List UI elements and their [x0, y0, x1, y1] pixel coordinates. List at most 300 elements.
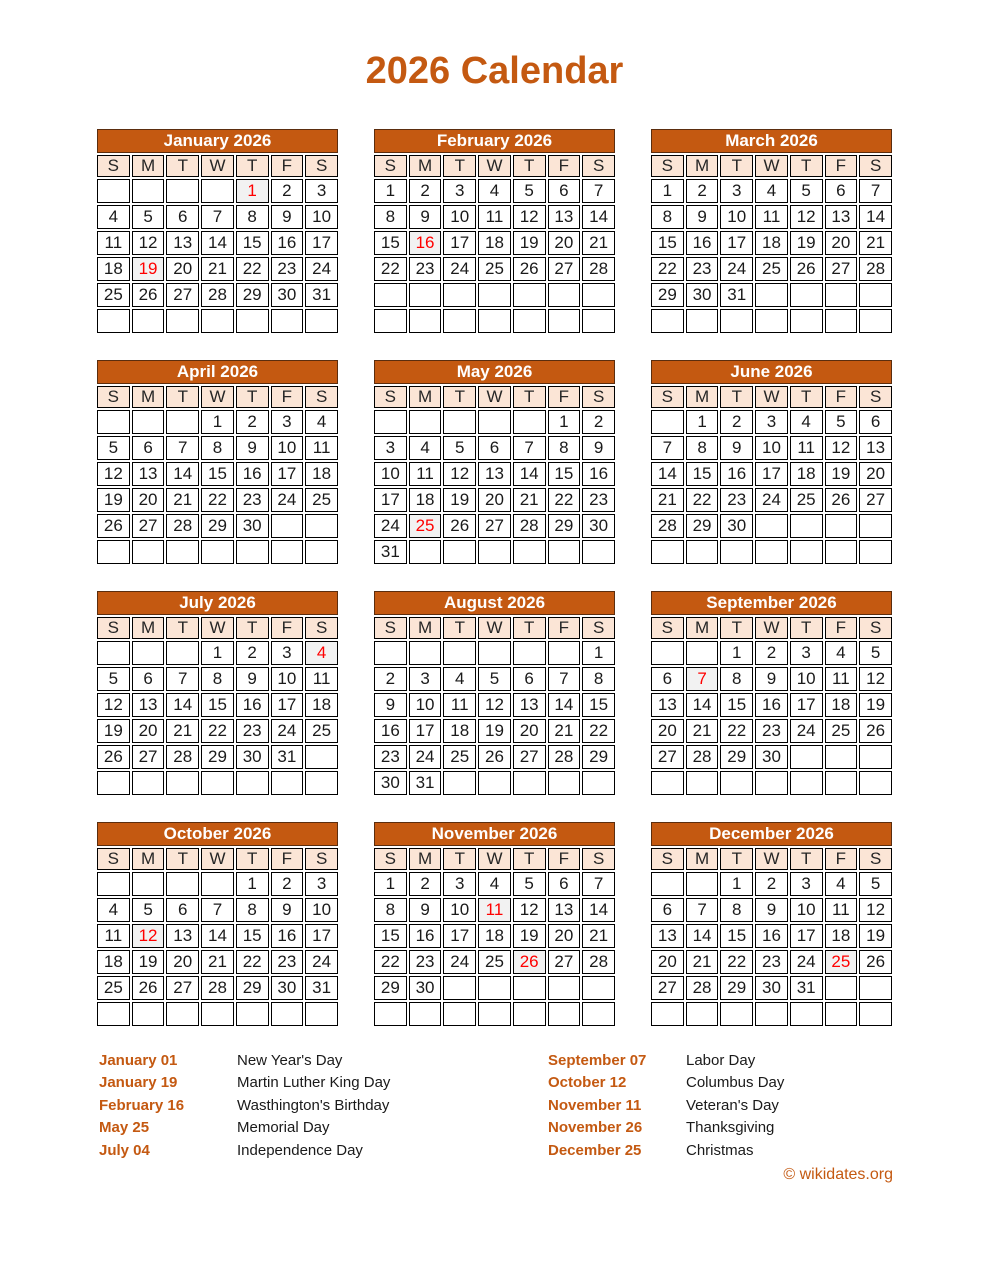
empty-day-cell: [478, 771, 511, 795]
empty-day-cell: [166, 309, 199, 333]
weekday-header: S: [374, 617, 407, 639]
day-cell: 4: [443, 667, 476, 691]
day-cell: 28: [582, 950, 615, 974]
day-cell: 30: [374, 771, 407, 795]
weekday-header: F: [825, 155, 858, 177]
day-cell: 30: [236, 514, 269, 538]
month-title: December 2026: [651, 822, 892, 846]
week-row: [374, 872, 615, 896]
day-cell: 27: [548, 950, 581, 974]
week-row: [97, 771, 338, 795]
month-calendar: [372, 127, 617, 335]
day-cell: 24: [790, 719, 823, 743]
weekday-header: S: [582, 155, 615, 177]
day-cell: 19: [513, 924, 546, 948]
day-cell: 12: [132, 231, 165, 255]
day-cell: 30: [271, 283, 304, 307]
week-row: [97, 436, 338, 460]
empty-day-cell: [97, 872, 130, 896]
day-cell: 16: [409, 924, 442, 948]
day-cell: 5: [132, 205, 165, 229]
day-cell: 23: [236, 488, 269, 512]
weekday-header: S: [97, 155, 130, 177]
empty-day-cell: [686, 641, 719, 665]
weekday-header: F: [271, 155, 304, 177]
weekday-header: T: [720, 155, 753, 177]
day-cell: 30: [409, 976, 442, 1000]
day-cell: 19: [132, 257, 165, 281]
day-cell: 29: [686, 514, 719, 538]
day-cell: 11: [825, 898, 858, 922]
weekday-header: S: [651, 155, 684, 177]
day-cell: 21: [651, 488, 684, 512]
month-calendar: [372, 589, 617, 797]
week-row: [651, 745, 892, 769]
week-row: [374, 924, 615, 948]
empty-day-cell: [651, 1002, 684, 1026]
day-cell: 12: [97, 462, 130, 486]
empty-day-cell: [236, 1002, 269, 1026]
month-calendar: [95, 820, 340, 1028]
day-cell: 15: [720, 924, 753, 948]
day-cell: 3: [374, 436, 407, 460]
week-row: [651, 771, 892, 795]
day-cell: 1: [374, 872, 407, 896]
week-row: [374, 309, 615, 333]
day-cell: 5: [859, 872, 892, 896]
month-title: November 2026: [374, 822, 615, 846]
weekday-header: T: [443, 386, 476, 408]
week-row: [374, 667, 615, 691]
day-cell: 16: [374, 719, 407, 743]
day-cell: 24: [443, 950, 476, 974]
day-cell: 7: [201, 205, 234, 229]
day-cell: 20: [651, 719, 684, 743]
day-cell: 4: [97, 205, 130, 229]
day-cell: 16: [755, 693, 788, 717]
day-cell: 6: [478, 436, 511, 460]
week-row: [374, 898, 615, 922]
day-cell: 19: [97, 488, 130, 512]
day-cell: 25: [305, 488, 338, 512]
day-cell: 3: [271, 641, 304, 665]
week-row: [374, 950, 615, 974]
day-cell: 14: [548, 693, 581, 717]
day-cell: 26: [97, 745, 130, 769]
day-cell: 22: [686, 488, 719, 512]
day-cell: 8: [720, 667, 753, 691]
day-cell: 23: [755, 950, 788, 974]
empty-day-cell: [548, 771, 581, 795]
day-cell: 15: [686, 462, 719, 486]
day-cell: 27: [166, 976, 199, 1000]
day-cell: 6: [132, 667, 165, 691]
empty-day-cell: [755, 771, 788, 795]
day-cell: 28: [582, 257, 615, 281]
empty-day-cell: [513, 283, 546, 307]
day-cell: 20: [132, 488, 165, 512]
weekday-header: T: [236, 617, 269, 639]
empty-day-cell: [443, 309, 476, 333]
day-cell: 6: [651, 667, 684, 691]
weekday-header: S: [651, 617, 684, 639]
week-row: [97, 898, 338, 922]
month-calendar: [649, 820, 894, 1028]
week-row: [97, 462, 338, 486]
empty-day-cell: [651, 309, 684, 333]
day-cell: 10: [374, 462, 407, 486]
day-cell: 26: [443, 514, 476, 538]
empty-day-cell: [271, 514, 304, 538]
day-cell: 15: [720, 693, 753, 717]
day-cell: 4: [305, 641, 338, 665]
day-cell: 12: [478, 693, 511, 717]
day-cell: 28: [201, 283, 234, 307]
empty-day-cell: [651, 771, 684, 795]
weekday-header: T: [790, 155, 823, 177]
weekday-header: S: [305, 386, 338, 408]
day-cell: 2: [686, 179, 719, 203]
day-cell: 3: [720, 179, 753, 203]
day-cell: 14: [513, 462, 546, 486]
empty-day-cell: [478, 1002, 511, 1026]
weekday-header: F: [548, 386, 581, 408]
empty-day-cell: [686, 771, 719, 795]
copyright-link[interactable]: © wikidates.org: [783, 1166, 893, 1184]
month-calendar: [372, 820, 617, 1028]
day-cell: 9: [236, 436, 269, 460]
empty-day-cell: [790, 309, 823, 333]
day-cell: 8: [201, 436, 234, 460]
day-cell: 13: [548, 898, 581, 922]
week-row: [97, 179, 338, 203]
weekday-header: T: [790, 617, 823, 639]
holiday-date: February 16: [99, 1096, 185, 1114]
weekday-header: M: [409, 848, 442, 870]
day-cell: 29: [720, 976, 753, 1000]
day-cell: 1: [201, 410, 234, 434]
day-cell: 5: [478, 667, 511, 691]
day-cell: 29: [548, 514, 581, 538]
week-row: [97, 514, 338, 538]
empty-day-cell: [478, 309, 511, 333]
empty-day-cell: [132, 540, 165, 564]
week-row: [651, 719, 892, 743]
week-row: [651, 488, 892, 512]
day-cell: 8: [582, 667, 615, 691]
empty-day-cell: [97, 1002, 130, 1026]
weekday-header: S: [859, 386, 892, 408]
day-cell: 11: [305, 436, 338, 460]
weekday-header: W: [201, 386, 234, 408]
weekday-header: T: [513, 155, 546, 177]
holiday-name: Veteran's Day: [686, 1096, 779, 1114]
empty-day-cell: [720, 1002, 753, 1026]
empty-day-cell: [305, 514, 338, 538]
day-cell: 20: [166, 257, 199, 281]
weekday-header: S: [859, 155, 892, 177]
day-cell: 5: [513, 179, 546, 203]
month-calendar: [95, 358, 340, 566]
day-cell: 1: [236, 872, 269, 896]
empty-day-cell: [859, 514, 892, 538]
day-cell: 9: [374, 693, 407, 717]
weekday-header: T: [720, 386, 753, 408]
day-cell: 28: [686, 745, 719, 769]
empty-day-cell: [443, 976, 476, 1000]
day-cell: 6: [548, 179, 581, 203]
weekday-header: W: [478, 848, 511, 870]
weekday-header: F: [271, 617, 304, 639]
week-row: [374, 488, 615, 512]
empty-day-cell: [271, 309, 304, 333]
month-title: June 2026: [651, 360, 892, 384]
day-cell: 18: [790, 462, 823, 486]
week-row: [97, 309, 338, 333]
week-row: [97, 950, 338, 974]
empty-day-cell: [790, 1002, 823, 1026]
empty-day-cell: [513, 1002, 546, 1026]
empty-day-cell: [409, 283, 442, 307]
day-cell: 31: [374, 540, 407, 564]
empty-day-cell: [513, 410, 546, 434]
empty-day-cell: [478, 283, 511, 307]
week-row: [374, 283, 615, 307]
day-cell: 10: [720, 205, 753, 229]
day-cell: 16: [686, 231, 719, 255]
day-cell: 14: [201, 924, 234, 948]
empty-day-cell: [166, 179, 199, 203]
day-cell: 29: [201, 514, 234, 538]
day-cell: 15: [374, 231, 407, 255]
week-row: [374, 205, 615, 229]
day-cell: 20: [548, 924, 581, 948]
day-cell: 15: [236, 231, 269, 255]
weekday-header: M: [409, 617, 442, 639]
day-cell: 14: [686, 693, 719, 717]
day-cell: 13: [825, 205, 858, 229]
day-cell: 13: [513, 693, 546, 717]
day-cell: 21: [166, 488, 199, 512]
months-grid: [95, 127, 989, 1028]
day-cell: 1: [374, 179, 407, 203]
month-title: February 2026: [374, 129, 615, 153]
day-cell: 27: [513, 745, 546, 769]
day-cell: 10: [443, 205, 476, 229]
day-cell: 13: [478, 462, 511, 486]
day-cell: 8: [374, 898, 407, 922]
day-cell: 23: [236, 719, 269, 743]
day-cell: 14: [859, 205, 892, 229]
holiday-name: Christmas: [686, 1141, 754, 1159]
week-row: [651, 693, 892, 717]
day-cell: 24: [271, 719, 304, 743]
empty-day-cell: [409, 410, 442, 434]
week-row: [97, 976, 338, 1000]
day-cell: 29: [236, 283, 269, 307]
holiday-date: May 25: [99, 1119, 150, 1137]
day-cell: 31: [720, 283, 753, 307]
weekday-header: S: [305, 848, 338, 870]
day-cell: 9: [755, 898, 788, 922]
weekday-header: S: [97, 617, 130, 639]
day-cell: 18: [305, 462, 338, 486]
empty-day-cell: [513, 771, 546, 795]
day-cell: 17: [374, 488, 407, 512]
week-row: [374, 1002, 615, 1026]
empty-day-cell: [374, 309, 407, 333]
day-cell: 17: [443, 924, 476, 948]
day-cell: 18: [409, 488, 442, 512]
week-row: [651, 976, 892, 1000]
empty-day-cell: [236, 309, 269, 333]
day-cell: 9: [720, 436, 753, 460]
page-title: 2026 Calendar: [365, 50, 624, 92]
empty-day-cell: [201, 1002, 234, 1026]
week-row: [651, 179, 892, 203]
empty-day-cell: [132, 309, 165, 333]
day-cell: 16: [720, 462, 753, 486]
empty-day-cell: [825, 771, 858, 795]
empty-day-cell: [859, 745, 892, 769]
day-cell: 13: [166, 924, 199, 948]
day-cell: 5: [859, 641, 892, 665]
day-cell: 14: [582, 205, 615, 229]
day-cell: 11: [97, 231, 130, 255]
holiday-list-right-column: [548, 1050, 784, 1162]
day-cell: 26: [513, 257, 546, 281]
day-cell: 20: [166, 950, 199, 974]
day-cell: 1: [651, 179, 684, 203]
empty-day-cell: [755, 309, 788, 333]
empty-day-cell: [166, 1002, 199, 1026]
month-title: October 2026: [97, 822, 338, 846]
day-cell: 4: [409, 436, 442, 460]
empty-day-cell: [409, 540, 442, 564]
day-cell: 22: [201, 719, 234, 743]
week-row: [651, 436, 892, 460]
day-cell: 2: [271, 872, 304, 896]
empty-day-cell: [132, 641, 165, 665]
month-calendar: [649, 358, 894, 566]
day-cell: 27: [166, 283, 199, 307]
day-cell: 6: [651, 898, 684, 922]
day-cell: 18: [825, 924, 858, 948]
day-cell: 8: [720, 898, 753, 922]
week-row: [97, 205, 338, 229]
day-cell: 26: [132, 976, 165, 1000]
day-cell: 24: [720, 257, 753, 281]
weekday-header: W: [755, 155, 788, 177]
empty-day-cell: [443, 410, 476, 434]
week-row: [374, 410, 615, 434]
empty-day-cell: [859, 976, 892, 1000]
day-cell: 8: [548, 436, 581, 460]
day-cell: 31: [271, 745, 304, 769]
day-cell: 2: [755, 872, 788, 896]
day-cell: 20: [651, 950, 684, 974]
week-row: [374, 514, 615, 538]
day-cell: 30: [271, 976, 304, 1000]
day-cell: 16: [582, 462, 615, 486]
day-cell: 4: [825, 872, 858, 896]
empty-day-cell: [548, 641, 581, 665]
day-cell: 7: [166, 436, 199, 460]
day-cell: 4: [825, 641, 858, 665]
day-cell: 11: [409, 462, 442, 486]
weekday-header: M: [686, 386, 719, 408]
day-cell: 26: [97, 514, 130, 538]
empty-day-cell: [582, 771, 615, 795]
empty-day-cell: [582, 540, 615, 564]
day-cell: 20: [548, 231, 581, 255]
day-cell: 21: [582, 231, 615, 255]
week-row: [374, 719, 615, 743]
day-cell: 12: [513, 898, 546, 922]
day-cell: 9: [236, 667, 269, 691]
day-cell: 29: [651, 283, 684, 307]
weekday-header: W: [478, 617, 511, 639]
week-row: [97, 667, 338, 691]
empty-day-cell: [443, 771, 476, 795]
day-cell: 20: [859, 462, 892, 486]
empty-day-cell: [513, 540, 546, 564]
weekday-header: T: [166, 848, 199, 870]
empty-day-cell: [97, 309, 130, 333]
weekday-header: S: [374, 386, 407, 408]
day-cell: 10: [790, 898, 823, 922]
day-cell: 28: [166, 745, 199, 769]
month-title: May 2026: [374, 360, 615, 384]
day-cell: 29: [582, 745, 615, 769]
month-title: January 2026: [97, 129, 338, 153]
empty-day-cell: [305, 309, 338, 333]
day-cell: 23: [582, 488, 615, 512]
day-cell: 10: [271, 667, 304, 691]
day-cell: 13: [132, 693, 165, 717]
day-cell: 24: [443, 257, 476, 281]
day-cell: 14: [582, 898, 615, 922]
empty-day-cell: [548, 309, 581, 333]
day-cell: 25: [825, 950, 858, 974]
day-cell: 1: [548, 410, 581, 434]
weekday-header: S: [305, 155, 338, 177]
empty-day-cell: [825, 540, 858, 564]
day-cell: 30: [720, 514, 753, 538]
weekday-header: T: [443, 155, 476, 177]
empty-day-cell: [166, 872, 199, 896]
day-cell: 3: [305, 179, 338, 203]
day-cell: 9: [755, 667, 788, 691]
day-cell: 8: [686, 436, 719, 460]
day-cell: 8: [236, 898, 269, 922]
empty-day-cell: [478, 540, 511, 564]
empty-day-cell: [755, 540, 788, 564]
day-cell: 27: [859, 488, 892, 512]
day-cell: 19: [859, 693, 892, 717]
month-calendar: [372, 358, 617, 566]
day-cell: 11: [825, 667, 858, 691]
empty-day-cell: [651, 872, 684, 896]
empty-day-cell: [720, 309, 753, 333]
weekday-header: M: [132, 617, 165, 639]
weekday-header: W: [755, 386, 788, 408]
day-cell: 3: [443, 872, 476, 896]
weekday-header: F: [825, 386, 858, 408]
empty-day-cell: [443, 283, 476, 307]
day-cell: 19: [97, 719, 130, 743]
weekday-header: W: [201, 848, 234, 870]
